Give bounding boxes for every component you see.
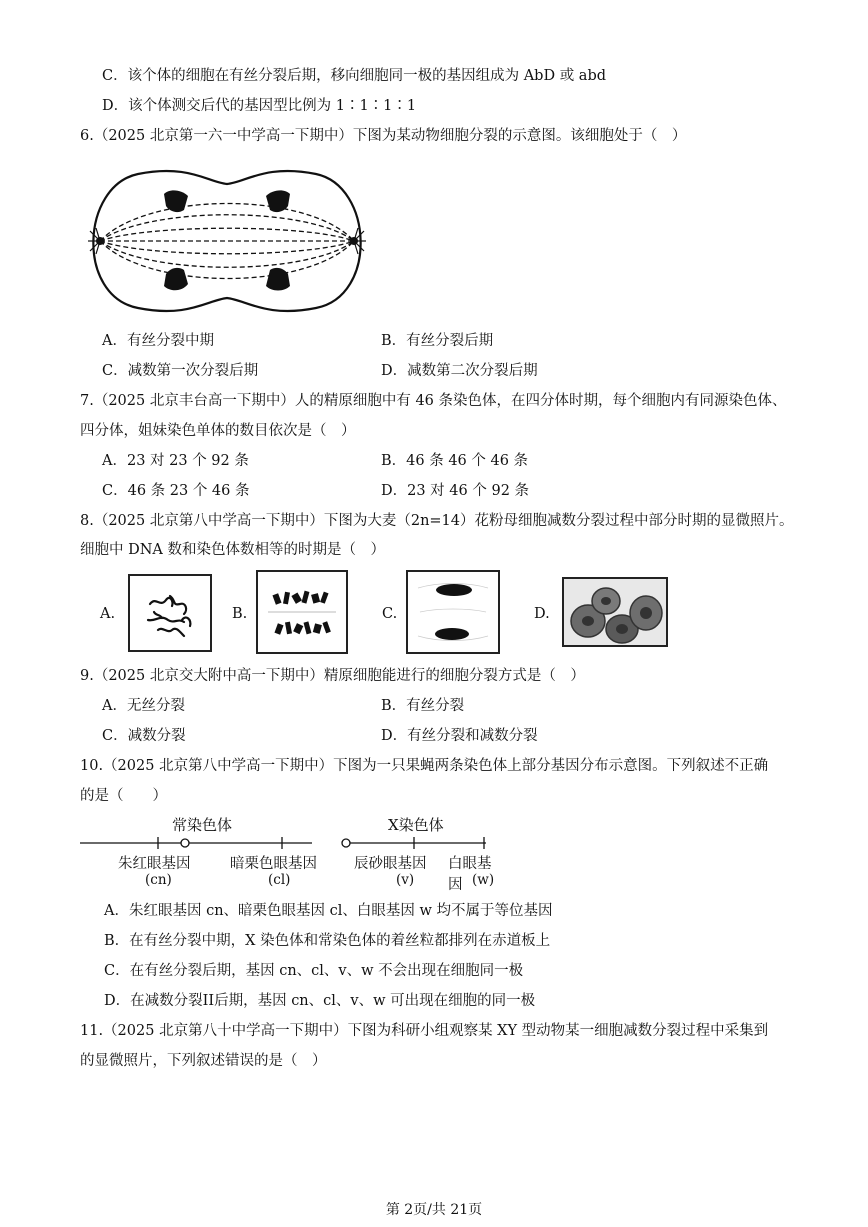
q6-option-b: B．有丝分裂后期	[381, 333, 494, 349]
q11-stem-line1: 11.（2025 北京第八十中学高一下期中）下图为科研小组观察某 XY 型动物某一细胞减数分裂过程中采集到	[80, 1023, 769, 1039]
gene-w-name: 白眼基因	[448, 856, 492, 893]
gene-w-symbol: (w)	[472, 872, 495, 888]
q9-option-c: C．减数分裂	[102, 728, 186, 744]
cell-division-diagram	[78, 166, 376, 316]
q10-stem-line2: 的是（ ）	[80, 788, 167, 804]
micrograph-a	[128, 574, 212, 652]
micrograph-b	[256, 570, 348, 654]
q6-option-d: D．减数第二次分裂后期	[381, 363, 538, 379]
gene-v-name: 辰砂眼基因	[354, 856, 427, 872]
q9-option-a: A．无丝分裂	[102, 698, 185, 714]
q10-option-c: C．在有丝分裂后期，基因 cn、cl、v、w 不会出现在细胞同一极	[104, 963, 524, 979]
q6-option-c: C．减数第一次分裂后期	[102, 363, 259, 379]
q9-option-d: D．有丝分裂和减数分裂	[381, 728, 538, 744]
q8-photo-label-b: B.	[232, 606, 248, 622]
q8-photo-label-a: A.	[100, 606, 116, 622]
q8-photo-label-d: D.	[534, 606, 550, 622]
gene-v-symbol: (v)	[396, 872, 415, 888]
q10-option-d: D．在减数分裂II后期，基因 cn、cl、v、w 可出现在细胞的同一极	[104, 993, 536, 1009]
gene-cl-symbol: (cl)	[268, 872, 291, 888]
q5-option-d: D．该个体测交后代的基因型比例为 1∶1∶1∶1	[102, 98, 417, 114]
page-footer: 第 2页/共 21页	[385, 1202, 483, 1218]
gene-cn-name: 朱红眼基因	[118, 856, 191, 872]
q10-option-b: B．在有丝分裂中期，X 染色体和常染色体的着丝粒都排列在赤道板上	[104, 933, 551, 949]
gene-cn-symbol: (cn)	[145, 872, 172, 888]
q9-stem: 9.（2025 北京交大附中高一下期中）精原细胞能进行的细胞分裂方式是（ ）	[80, 668, 585, 684]
q6-option-a: A．有丝分裂中期	[102, 333, 214, 349]
q7-option-b: B．46 条 46 个 46 条	[381, 453, 529, 469]
q8-stem-line1: 8.（2025 北京第八中学高一下期中）下图为大麦（2n=14）花粉母细胞减数分裂过程中部分时期的显微照片。	[80, 513, 794, 529]
q7-stem-line2: 四分体，姐妹染色单体的数目依次是（ ）	[80, 423, 356, 439]
autosome-title: 常染色体	[172, 816, 233, 834]
micrograph-d	[562, 577, 668, 647]
q8-photo-label-c: C.	[382, 606, 398, 622]
q11-stem-line2: 的显微照片，下列叙述错误的是（ ）	[80, 1053, 327, 1069]
q9-option-b: B．有丝分裂	[381, 698, 465, 714]
q10-stem-line1: 10.（2025 北京第八中学高一下期中）下图为一只果蝇两条染色体上部分基因分布示意图。下列叙述不正确	[80, 758, 769, 774]
q6-stem: 6.（2025 北京第一六一中学高一下期中）下图为某动物细胞分裂的示意图。该细胞处于（ ）	[80, 128, 687, 144]
gene-cl-name: 暗栗色眼基因	[230, 856, 317, 872]
micrograph-c	[406, 570, 500, 654]
q10-option-a: A．朱红眼基因 cn、暗栗色眼基因 cl、白眼基因 w 均不属于等位基因	[104, 903, 553, 919]
q7-option-c: C．46 条 23 个 46 条	[102, 483, 250, 499]
q8-stem-line2: 细胞中 DNA 数和染色体数相等的时期是（ ）	[80, 542, 386, 558]
gene-map-diagram	[80, 814, 500, 894]
q7-option-a: A．23 对 23 个 92 条	[102, 453, 249, 469]
q7-stem-line1: 7.（2025 北京丰台高一下期中）人的精原细胞中有 46 条染色体，在四分体时期，每个细胞内有同源染色体、	[80, 393, 787, 409]
q7-option-d: D．23 对 46 个 92 条	[381, 483, 530, 499]
x-chromosome-title: X染色体	[388, 816, 444, 834]
q5-option-c: C．该个体的细胞在有丝分裂后期，移向细胞同一极的基因组成为 AbD 或 abd	[102, 68, 607, 84]
